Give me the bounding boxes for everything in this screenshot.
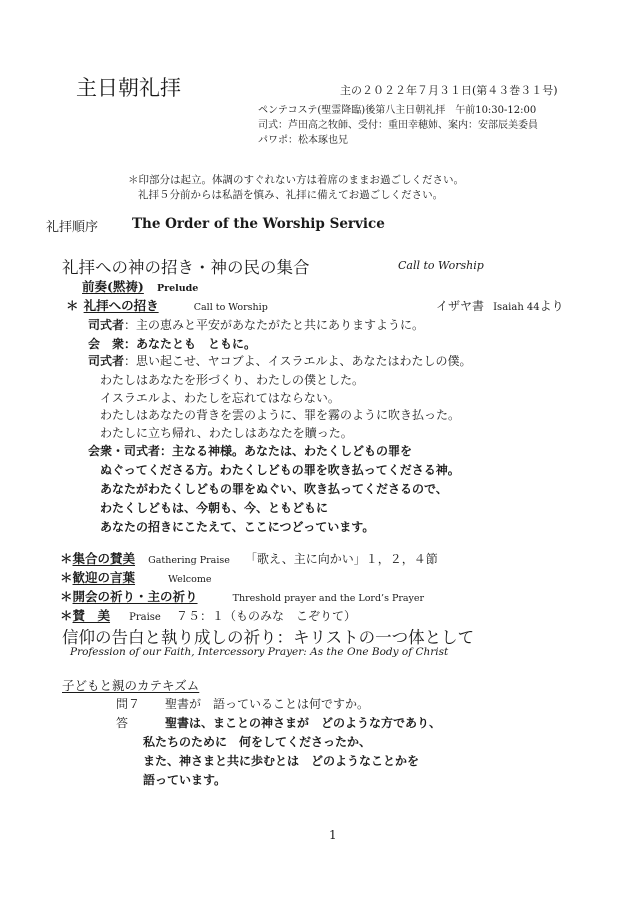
item-label: 歓迎の言葉 [72, 570, 136, 585]
item-en: Threshold prayer and the Lord’s Prayer [232, 593, 425, 604]
question-label: 問７ [116, 697, 141, 711]
section-call-title: 礼拝への神の招き・神の民の集合 [62, 258, 310, 277]
response-text: あなたとも ともに。 [136, 337, 257, 351]
catechism-title: 子どもと親のカテキズム [62, 678, 200, 693]
unison-text: 主なる神様。あなたは、わたくしどもの罪を [172, 444, 413, 458]
speaker: 司式者 [88, 354, 125, 368]
item-en: Gathering Praise [148, 555, 230, 566]
question-text: 聖書が 語っていることは何ですか。 [165, 697, 370, 711]
standing-mark: ＊ [60, 608, 73, 623]
call-item [66, 295, 268, 314]
answer-text: 私たちのために 何をしてくださったか、 [143, 735, 372, 749]
praise-item [60, 605, 356, 624]
response-text: 思い起こせ、ヤコブよ、イスラエルよ、あなたはわたしの僕。 [136, 354, 472, 368]
standing-mark: ＊ [60, 589, 73, 604]
order-label-ja: 礼拝順序 [46, 220, 99, 235]
item-label: 賛 美 [72, 608, 111, 623]
standing-mark: ＊ [60, 570, 73, 585]
prelude-label: 前奏(黙祷) [82, 279, 144, 294]
standing-mark: ＊ [66, 298, 79, 313]
answer-label: 答 [116, 716, 129, 730]
answer-text: 語っています。 [143, 773, 227, 787]
unison-text: わたくしどもは、今朝も、今、ともどもに [100, 501, 329, 515]
reference-suffix: より [539, 299, 564, 313]
leader-text: わたしはあなたを形づくり、わたしの僕とした。 [100, 373, 365, 387]
reference-en: Isaiah 44 [493, 302, 540, 313]
section-faith-title-en: Profession of our Faith, Intercessory Prayer: As the One Body of Christ [70, 646, 449, 658]
response-text: 主の恵みと平安があなたがたと共にありますように。 [136, 318, 425, 332]
unison-text: あなたがわたくしどもの罪をぬぐい、吹き払ってくださるので、 [100, 482, 448, 496]
gathering-praise-item [60, 548, 438, 567]
item-en: Praise [129, 612, 161, 623]
reference-book: イザヤ書 [436, 299, 485, 313]
unison-text: あなたの招きにこたえて、ここにつどっています。 [100, 520, 375, 534]
speaker: 会衆・司式者 [88, 444, 161, 458]
leader-text: わたしに立ち帰れ、わたしはあなたを贖った。 [100, 426, 353, 440]
prelude-en: Prelude [156, 283, 199, 294]
item-en: Welcome [168, 574, 212, 585]
answer-text: 聖書は、まことの神さまが どのような方であり、 [165, 716, 442, 730]
service-date: 主の２０２２年７月３１日(第４３巻３１号) [340, 84, 558, 97]
item-label: 開会の祈り・主の祈り [72, 589, 198, 604]
leader-text: わたしはあなたの背きを雲のように、罪を霧のように吹き払った。 [100, 408, 461, 422]
hymn-detail: ７５：１（ものみな こぞりて） [175, 609, 356, 623]
responsive-line: 司式者：主の恵みと平安があなたがたと共にありますように。 [88, 318, 425, 332]
responsive-line: 司式者：思い起こせ、ヤコブよ、イスラエルよ、あなたはわたしの僕。 [88, 354, 472, 368]
hymn-detail: 「歌え、主に向かい」１，２，４節 [244, 552, 438, 566]
section-call-title-en: Call to Worship [398, 259, 484, 272]
speaker: 司式者 [88, 318, 125, 332]
notice-line-2: 礼拝５分前からは私語を慎み、礼拝に備えてお過ごしください。 [138, 189, 444, 201]
order-label-en: The Order of the Worship Service [132, 216, 385, 232]
speaker: 会 衆 [88, 337, 125, 351]
item-label: 集合の賛美 [72, 551, 136, 566]
unison-text: ぬぐってくださる方。わたくしどもの罪を吹き払ってくださる神。 [100, 463, 460, 477]
page-number: 1 [329, 828, 337, 842]
call-label: 礼拝への招き [83, 298, 159, 313]
service-staff: 司式：芦田高之牧師、受付：重田幸穂姉、案内：安部辰美委員 [258, 120, 538, 131]
answer-text: また、神さまと共に歩むとは どのようなことかを [143, 754, 420, 768]
prelude-item [82, 276, 198, 295]
service-occasion: ペンテコステ(聖霊降臨)後第八主日朝礼拝 午前10:30-12:00 [258, 105, 537, 116]
opening-prayer-item [60, 586, 424, 605]
notice-line-1: ＊印部分は起立。体調のすぐれない方は着席のままお過ごしください。 [128, 174, 464, 186]
page-title: 主日朝礼拝 [76, 76, 181, 100]
call-reference [436, 295, 564, 314]
responsive-line: 会 衆：あなたとも ともに。 [88, 337, 257, 351]
slides-operator: パワポ：松本琢也兄 [258, 135, 348, 146]
standing-mark: ＊ [60, 551, 73, 566]
leader-text: イスラエルよ、わたしを忘れてはならない。 [100, 391, 340, 405]
section-faith-title: 信仰の告白と執り成しの祈り：キリストの一つ体として [62, 628, 475, 647]
call-en: Call to Worship [193, 302, 268, 313]
welcome-item [60, 567, 211, 586]
unison-line: 会衆・司式者：主なる神様。あなたは、わたくしどもの罪を [88, 444, 413, 458]
